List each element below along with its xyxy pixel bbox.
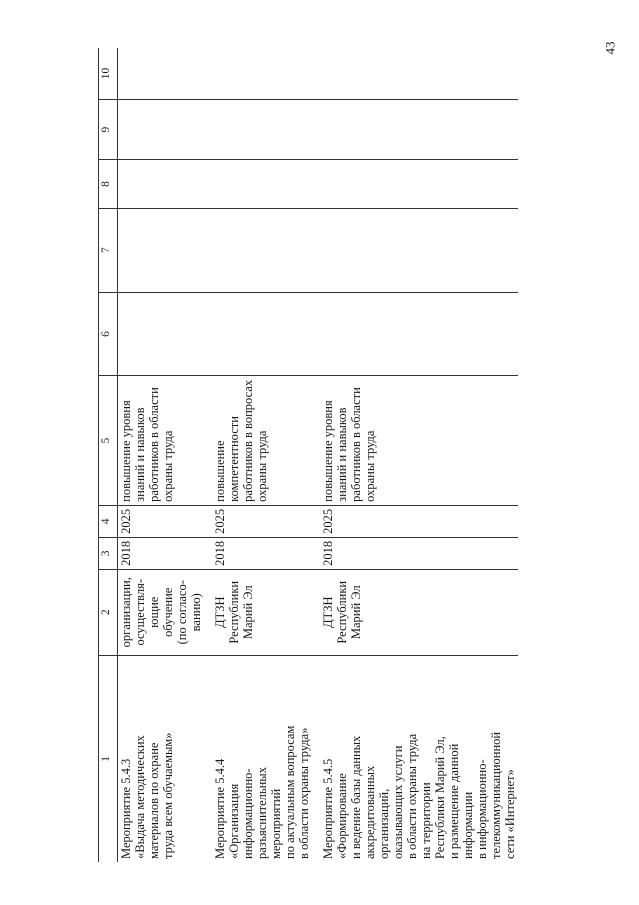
measure-line: мероприятий bbox=[269, 788, 283, 859]
header-col-7: 7 bbox=[99, 208, 118, 292]
measure-line: «Формирование bbox=[335, 773, 349, 859]
header-col-5: 5 bbox=[99, 376, 118, 505]
empty-cell-10 bbox=[118, 48, 213, 100]
header-col-1: 1 bbox=[99, 655, 118, 862]
end-year-cell: 2025 bbox=[320, 505, 518, 537]
empty-cell-9 bbox=[118, 100, 213, 160]
result-cell bbox=[320, 376, 518, 505]
executor-line: ДТЗН bbox=[321, 596, 335, 628]
measure-line: информационно- bbox=[241, 768, 255, 859]
measure-line: Республики Марий Эл, bbox=[433, 736, 447, 859]
executor-line: ющие bbox=[147, 596, 161, 628]
empty-cell-9 bbox=[212, 100, 320, 160]
result-line: повышение уровня bbox=[119, 400, 133, 502]
result-line: охраны труда bbox=[255, 430, 269, 502]
measure-line: Мероприятие 5.4.4 bbox=[213, 758, 227, 859]
table-row bbox=[212, 48, 320, 862]
measure-line: Мероприятие 5.4.5 bbox=[321, 758, 335, 859]
result-line: повышение bbox=[213, 440, 227, 502]
empty-cell-6 bbox=[212, 292, 320, 376]
header-col-3: 3 bbox=[99, 537, 118, 569]
result-line: работников в вопросах bbox=[241, 379, 255, 502]
end-year-cell: 2025 bbox=[212, 505, 320, 537]
empty-cell-8 bbox=[320, 160, 518, 208]
executor-line: ДТЗН bbox=[213, 596, 227, 628]
measure-line: и ведение базы данных bbox=[349, 735, 363, 859]
result-cell bbox=[118, 376, 213, 505]
executor-line: Республики bbox=[335, 580, 349, 644]
measure-line: в области охраны труда bbox=[405, 733, 419, 859]
document-table bbox=[98, 48, 518, 862]
result-line: знаний и навыков bbox=[335, 407, 349, 502]
header-col-9: 9 bbox=[99, 100, 118, 160]
measure-line: в информационно- bbox=[475, 759, 489, 859]
header-col-2: 2 bbox=[99, 569, 118, 655]
executor-line: Республики bbox=[227, 580, 241, 644]
end-year-cell: 2025 bbox=[118, 505, 213, 537]
result-line: компетентности bbox=[227, 416, 241, 502]
empty-cell-8 bbox=[212, 160, 320, 208]
measure-line: «Выдача методических bbox=[133, 735, 147, 859]
measure-line: аккредитованных bbox=[363, 765, 377, 859]
executor-cell bbox=[118, 569, 213, 655]
header-col-4: 4 bbox=[99, 505, 118, 537]
empty-cell-8 bbox=[118, 160, 213, 208]
measure-line: в области охраны труда» bbox=[297, 727, 311, 859]
executor-line: осуществля- bbox=[133, 578, 147, 646]
table-row bbox=[118, 48, 213, 862]
executor-line: организации, bbox=[119, 577, 133, 648]
executor-cell bbox=[212, 569, 320, 655]
measure-line: и размещение данной bbox=[447, 743, 461, 859]
measure-line: на территории bbox=[419, 782, 433, 859]
measure-line: материалов по охране bbox=[147, 742, 161, 859]
result-line: повышение уровня bbox=[321, 400, 335, 502]
table-header-row bbox=[99, 48, 118, 862]
measure-line: «Организация bbox=[227, 783, 241, 859]
measure-line: телекоммуникационной bbox=[489, 731, 503, 859]
measure-line: организаций, bbox=[377, 788, 391, 859]
result-line: работников в области bbox=[147, 387, 161, 502]
executor-line: (по согласо- bbox=[175, 580, 189, 645]
measure-cell bbox=[118, 655, 213, 862]
header-col-6: 6 bbox=[99, 292, 118, 376]
page-number: 43 bbox=[602, 41, 618, 55]
executor-line: обучение bbox=[161, 587, 175, 637]
measure-line: по актуальным вопросам bbox=[283, 725, 297, 859]
measure-line: Мероприятие 5.4.3 bbox=[119, 758, 133, 859]
empty-cell-9 bbox=[320, 100, 518, 160]
rotated-table-container bbox=[98, 48, 639, 862]
executor-line: ванию) bbox=[189, 593, 203, 632]
result-line: охраны труда bbox=[363, 430, 377, 502]
start-year-cell: 2018 bbox=[320, 537, 518, 569]
empty-cell-7 bbox=[320, 208, 518, 292]
executor-line: Марий Эл bbox=[349, 585, 363, 640]
measure-line: сети «Интернет» bbox=[503, 769, 517, 859]
empty-cell-6 bbox=[118, 292, 213, 376]
measure-cell bbox=[320, 655, 518, 862]
result-line: работников в области bbox=[349, 387, 363, 502]
empty-cell-7 bbox=[212, 208, 320, 292]
measure-cell bbox=[212, 655, 320, 862]
header-col-10: 10 bbox=[99, 48, 118, 100]
start-year-cell: 2018 bbox=[212, 537, 320, 569]
table-row bbox=[320, 48, 518, 862]
executor-cell bbox=[320, 569, 518, 655]
empty-cell-10 bbox=[212, 48, 320, 100]
executor-line: Марий Эл bbox=[241, 585, 255, 640]
measure-line: труда всем обучаемым» bbox=[161, 732, 175, 859]
measure-line: информации bbox=[461, 791, 475, 859]
measure-line: оказывающих услуги bbox=[391, 745, 405, 859]
empty-cell-10 bbox=[320, 48, 518, 100]
result-line: знаний и навыков bbox=[133, 407, 147, 502]
empty-cell-7 bbox=[118, 208, 213, 292]
header-col-8: 8 bbox=[99, 160, 118, 208]
start-year-cell: 2018 bbox=[118, 537, 213, 569]
empty-cell-6 bbox=[320, 292, 518, 376]
result-line: охраны труда bbox=[161, 430, 175, 502]
result-cell bbox=[212, 376, 320, 505]
measure-line: разъяснительных bbox=[255, 767, 269, 859]
